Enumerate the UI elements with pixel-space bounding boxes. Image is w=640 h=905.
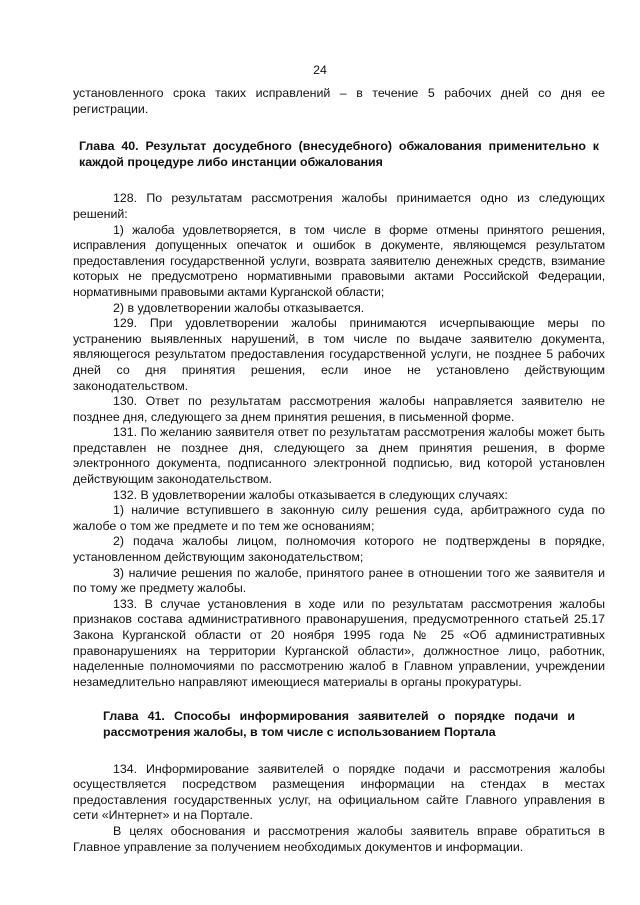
page-number: 24 (313, 63, 327, 77)
paragraph-132-item-1: 1) наличие вступившего в законную силу решения суда, арбитражного суда по жалобе о том же предмете и по тем же основаниям; (73, 503, 605, 533)
paragraph-134: 134. Информирование заявителей о порядке подачи и рассмотрения жалобы осуществляется посредством размещения информации на стендах в местах предоставления государственных услуг, на официальном сайте Главного управления в сети «Интернет» и на Портале. (73, 761, 605, 823)
paragraph-final: В целях обоснования и рассмотрения жалобы заявитель вправе обратиться в Главное управление за получением необходимых документов и информации. (73, 823, 605, 854)
paragraph-131: 131. По желанию заявителя ответ по результатам рассмотрения жалобы может быть представлен не позднее дня, следующего за днем принятия решения, в форме электронного документа, подписанного электронной подписью, вид которой установлен действующим законодательством. (73, 425, 605, 487)
paragraph-129: 129. При удовлетворении жалобы принимаются исчерпывающие меры по устранению выявленных нарушений, в том числе по выдаче заявителю документа, являющегося результатом предоставления государственной услуги, не позднее 5 рабочих дней со дня принятия решения, если иное не установлено действующим законодательством. (73, 316, 605, 393)
paragraph-128-item-2: 2) в удовлетворении жалобы отказывается. (113, 300, 365, 315)
paragraph-132-item-2: 2) подача жалобы лицом, полномочия которого не подтверждены в порядке, установленном действующим законодательством; (73, 534, 605, 565)
paragraph-128: 128. По результатам рассмотрения жалобы принимается одно из следующих решений: (73, 191, 605, 221)
paragraph-130: 130. Ответ по результатам рассмотрения жалобы направляется заявителю не позднее дня, следующего за днем принятия решения, в письменной форме. (73, 394, 605, 424)
paragraph-132-item-3: 3) наличие решения по жалобе, принятого ранее в отношении того же заявителя и по тому же предмету жалобы. (73, 565, 605, 596)
document-body (73, 86, 605, 855)
paragraph-128-item-1: 1) жалоба удовлетворяется, в том числе в форме отмены принятого решения, исправления допущенных опечаток и ошибок в документе, являющемся результатом предоставления государственной услуги, возврата заявителю денежных средств, взимание которых не предусмотрено нормативными правовыми актами Российской Федерации, нормативными правовыми актами Курганской области; (73, 222, 605, 299)
paragraph-continuation: установленного срока таких исправлений – в течение 5 рабочих дней со дня ее регистрации. (73, 86, 605, 116)
chapter-40-title: Глава 40. Результат досудебного (внесудебного) обжалования применительно к каждой процедуре либо инстанции обжалования (79, 139, 599, 169)
paragraph-132: 132. В удовлетворении жалобы отказывается в следующих случаях: (113, 487, 508, 502)
paragraph-133: 133. В случае установления в ходе или по результатам рассмотрения жалобы признаков состава административного правонарушения, предусмотренного статьей 25.17 Закона Курганской области от 20 ноября 1995 года № 25 «Об административных правонарушениях на территории Курганской области», должностное лицо, работник, наделенные полномочиями по рассмотрению жалоб в Главном управлении, учреждении незамедлительно направляют имеющиеся материалы в органы прокуратуры. (73, 596, 605, 689)
chapter-41-title: Глава 41. Способы информирования заявителей о порядке подачи и рассмотрения жалобы, в том числе с использованием Портала (103, 709, 575, 739)
